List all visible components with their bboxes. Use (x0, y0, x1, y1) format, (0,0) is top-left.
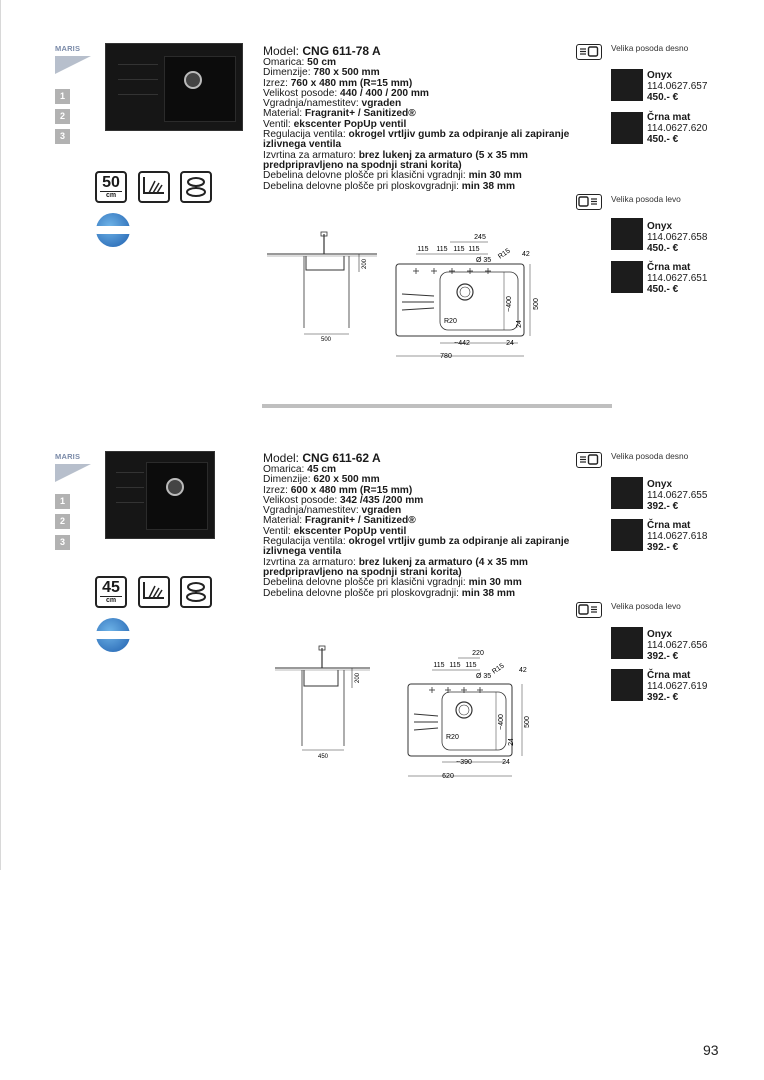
undermount-icon (138, 171, 170, 203)
tab-2[interactable]: 2 (55, 109, 70, 124)
spec-row: Debelina delovne plošče pri klasični vgradnji: min 30 mm (263, 170, 522, 182)
tab-1[interactable]: 1 (55, 89, 70, 104)
sink-bowl-right-icon (576, 452, 602, 468)
drainboard-groove (118, 94, 158, 95)
cabinet-size-value: 45 (102, 579, 120, 596)
cabinet-size-badge (95, 576, 127, 608)
variant-info: Onyx 114.0627.656 392.- € (647, 629, 708, 662)
product-photo (105, 451, 215, 539)
dim-side-width: 450 (317, 754, 329, 760)
color-swatch-crna-mat (611, 519, 643, 551)
spec-row: Izrez: 760 x 480 mm (R=15 mm) (263, 77, 413, 89)
color-swatch-onyx (611, 627, 643, 659)
side-view-drawing (262, 228, 382, 348)
dim-side-width: 500 (320, 337, 332, 343)
brand-triangle (55, 464, 91, 482)
sink-bowl-right-icon (576, 44, 602, 60)
spec-block (263, 452, 593, 599)
spec-row: Material: Fragranit+ / Sanitized® (263, 108, 416, 120)
variant-group-heading: Velika posoda desno (611, 43, 689, 53)
variant-info: Onyx 114.0627.657 450.- € (647, 70, 708, 103)
spec-row: Velikost posode: 342 /435 /200 mm (263, 494, 424, 506)
spec-row: Regulacija ventila: okrogel vrtljiv gumb za odpiranje ali zapiranje izlivnega ventila (263, 536, 570, 558)
dim-top-width: 245 (474, 234, 486, 241)
spec-row: Omarica: 45 cm (263, 464, 337, 475)
page-edge-line (0, 0, 1, 870)
dim-bowl-width: ~442 (454, 340, 470, 347)
brand-triangle (55, 56, 91, 74)
dim-hole-diameter: Ø 35 (476, 673, 492, 680)
brand-label: MARIS (55, 452, 81, 461)
color-swatch-onyx (611, 218, 643, 250)
spec-row: Debelina delovne plošče pri ploskovgradnji: min 38 mm (263, 587, 516, 599)
spec-row: Regulacija ventila: okrogel vrtljiv gumb za odpiranje ali zapiranje izlivnega ventila (263, 129, 570, 151)
dim-corner-radius: R15 (491, 662, 506, 676)
section-divider (262, 404, 612, 408)
cabinet-size-unit: cm (100, 596, 122, 604)
spec-row: Dimenzije: 620 x 500 mm (263, 474, 380, 486)
valve-icon (180, 171, 212, 203)
dim-side-height: 200 (362, 258, 368, 270)
sink-bowl-left-icon (576, 194, 602, 210)
spec-row: Debelina delovne plošče pri klasični vgradnji: min 30 mm (263, 577, 522, 589)
dim-total-depth: 500 (524, 716, 531, 728)
drainboard-groove (116, 502, 144, 503)
sink-basin (146, 462, 208, 530)
dim-total-width: 620 (442, 773, 454, 780)
dim-total-width: 780 (440, 353, 452, 360)
dim-offset-right: 42 (519, 667, 527, 674)
dim-hole-spacing: 115 (417, 246, 429, 253)
dim-bottom-gap: 24 (502, 759, 510, 766)
dim-hole-spacing: 115 (436, 246, 448, 253)
page-number: 93 (703, 1042, 719, 1058)
dim-top-width: 220 (472, 650, 484, 657)
sink-basin (164, 56, 236, 122)
variant-info: Črna mat 114.0627.651 450.- € (647, 262, 708, 295)
top-view-drawing (402, 644, 552, 784)
color-swatch-onyx (611, 69, 643, 101)
drain (184, 71, 202, 89)
spec-row: Omarica: 50 cm (263, 57, 337, 68)
color-swatch-onyx (611, 477, 643, 509)
dim-hole-spacing: 115 (453, 246, 465, 253)
dim-hole-spacing: 115 (465, 662, 477, 669)
cabinet-size-value: 50 (102, 174, 120, 191)
dim-hole-spacing: 115 (468, 246, 480, 253)
model-title: Model: CNG 611-78 A (263, 44, 381, 58)
brand-label: MARIS (55, 44, 81, 53)
variant-info: Črna mat 114.0627.618 392.- € (647, 520, 708, 553)
dim-inner-radius: R20 (444, 318, 457, 325)
tab-3[interactable]: 3 (55, 129, 70, 144)
sink-bowl-left-icon (576, 602, 602, 618)
spec-row: Izrez: 600 x 480 mm (R=15 mm) (263, 484, 413, 496)
product-photo (105, 43, 243, 131)
dim-bowl-gap: 24 (516, 320, 523, 328)
variant-info: Črna mat 114.0627.620 450.- € (647, 112, 708, 145)
side-view-drawing (270, 642, 380, 762)
cabinet-size-badge (95, 171, 127, 203)
drain (166, 478, 184, 496)
tab-2[interactable]: 2 (55, 514, 70, 529)
spec-row: Debelina delovne plošče pri ploskovgradnji: min 38 mm (263, 180, 516, 192)
cabinet-size-unit: cm (100, 191, 122, 199)
variant-group-heading: Velika posoda desno (611, 451, 689, 461)
dim-hole-diameter: Ø 35 (476, 257, 492, 264)
spec-row: Dimenzije: 780 x 500 mm (263, 67, 380, 79)
spec-row: Vgradnja/namestitev: vgraden (263, 505, 402, 517)
tab-3[interactable]: 3 (55, 535, 70, 550)
dim-hole-spacing: 115 (433, 662, 445, 669)
variant-group-heading: Velika posoda levo (611, 601, 681, 611)
drainboard-groove (116, 487, 144, 488)
spec-row: Ventil: ekscenter PopUp ventil (263, 525, 407, 537)
spec-row: Material: Fragranit+ / Sanitized® (263, 515, 416, 527)
color-swatch-crna-mat (611, 669, 643, 701)
drainboard-groove (116, 472, 144, 473)
undermount-icon (138, 576, 170, 608)
color-swatch-crna-mat (611, 261, 643, 293)
model-title: Model: CNG 611-62 A (263, 451, 381, 465)
dim-bottom-gap: 24 (506, 340, 514, 347)
drainboard-groove (118, 64, 158, 65)
dim-total-depth: 500 (533, 298, 540, 310)
drainboard-groove (118, 79, 158, 80)
dim-side-height: 200 (355, 672, 361, 684)
dim-bowl-depth: ~400 (506, 296, 513, 312)
variant-info: Črna mat 114.0627.619 392.- € (647, 670, 708, 703)
dim-corner-radius: R15 (497, 247, 512, 261)
variant-info: Onyx 114.0627.658 450.- € (647, 221, 708, 254)
dim-hole-spacing: 115 (449, 662, 461, 669)
sanitized-logo (96, 213, 130, 247)
dim-inner-radius: R20 (446, 734, 459, 741)
variant-info: Onyx 114.0627.655 392.- € (647, 479, 708, 512)
variant-group-heading: Velika posoda levo (611, 194, 681, 204)
spec-row: Izvrtina za armaturo: brez lukenj za armaturo (4 x 35 mm predpripravljeno na spodnji strani korita) (263, 556, 528, 578)
dim-offset-right: 42 (522, 251, 530, 258)
spec-row: Ventil: ekscenter PopUp ventil (263, 118, 407, 130)
tab-1[interactable]: 1 (55, 494, 70, 509)
spec-row: Izvrtina za armaturo: brez lukenj za armaturo (5 x 35 mm predpripravljeno na spodnji strani korita) (263, 149, 528, 171)
color-swatch-crna-mat (611, 112, 643, 144)
dim-bowl-gap: 24 (508, 738, 515, 746)
spec-row: Vgradnja/namestitev: vgraden (263, 98, 402, 110)
valve-icon (180, 576, 212, 608)
dim-bowl-depth: ~400 (498, 714, 505, 730)
top-view-drawing (390, 226, 550, 366)
spec-row: Velikost posode: 440 / 400 / 200 mm (263, 87, 429, 99)
sanitized-logo (96, 618, 130, 652)
spec-block (263, 45, 593, 192)
dim-bowl-width: ~390 (456, 759, 472, 766)
